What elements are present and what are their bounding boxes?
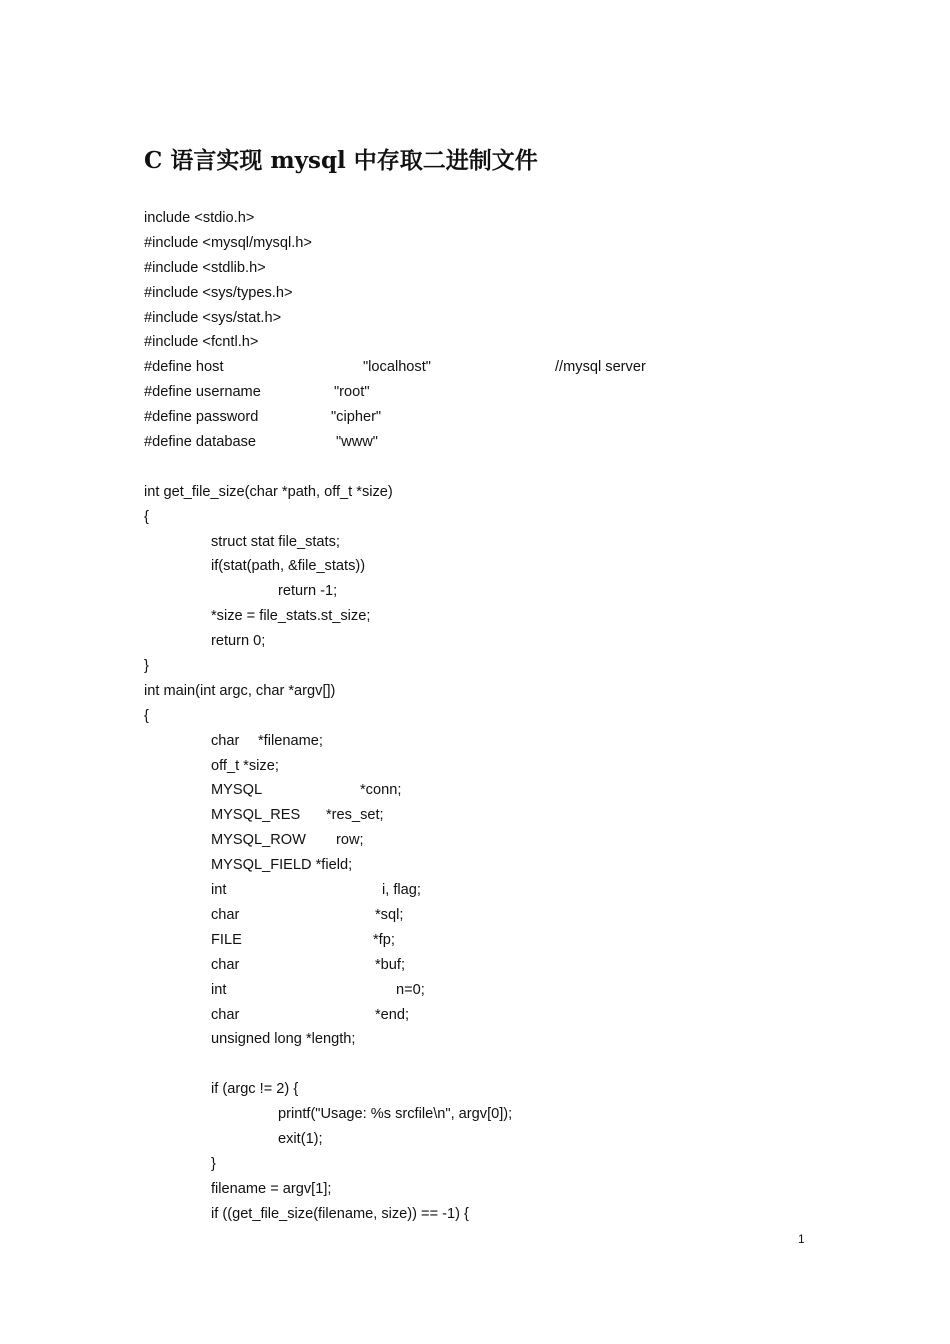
code-text: "www" bbox=[336, 434, 378, 451]
code-line bbox=[144, 1003, 904, 1028]
code-text: if(stat(path, &file_stats)) bbox=[211, 558, 366, 575]
code-text: return 0; bbox=[211, 633, 266, 650]
code-text: row; bbox=[336, 832, 364, 849]
code-line bbox=[144, 355, 904, 380]
code-text: int bbox=[211, 882, 227, 899]
code-block bbox=[144, 206, 904, 1227]
code-text: #include <stdlib.h> bbox=[144, 259, 266, 276]
code-text: i, flag; bbox=[382, 882, 421, 899]
code-text: MYSQL bbox=[211, 782, 263, 799]
code-text: *fp; bbox=[373, 931, 395, 948]
code-line bbox=[144, 579, 904, 604]
code-line bbox=[144, 306, 904, 331]
code-text: #define host bbox=[144, 359, 224, 376]
code-line bbox=[144, 380, 904, 405]
code-line bbox=[144, 654, 904, 679]
code-line bbox=[144, 530, 904, 555]
code-text: "cipher" bbox=[331, 409, 382, 426]
code-text: #define password bbox=[144, 409, 259, 426]
code-text: return -1; bbox=[278, 583, 338, 600]
code-text: "localhost" bbox=[363, 359, 431, 376]
code-text: int get_file_size(char *path, off_t *size) bbox=[144, 483, 393, 500]
code-text: MYSQL_FIELD *field; bbox=[211, 857, 353, 874]
code-text: MYSQL_RES bbox=[211, 807, 301, 824]
code-text: #include <mysql/mysql.h> bbox=[144, 234, 312, 251]
code-text: char bbox=[211, 732, 240, 749]
code-text: { bbox=[144, 707, 149, 724]
code-text: exit(1); bbox=[278, 1130, 323, 1147]
code-line bbox=[144, 554, 904, 579]
code-text: //mysql server bbox=[555, 359, 646, 376]
code-text: FILE bbox=[211, 931, 242, 948]
code-line bbox=[144, 978, 904, 1003]
code-line bbox=[144, 1152, 904, 1177]
code-line bbox=[144, 1077, 904, 1102]
code-line bbox=[144, 480, 904, 505]
code-text: int bbox=[211, 981, 227, 998]
code-text: #include <fcntl.h> bbox=[144, 334, 259, 351]
code-line bbox=[144, 1202, 904, 1227]
code-line bbox=[144, 778, 904, 803]
code-line bbox=[144, 729, 904, 754]
code-line bbox=[144, 853, 904, 878]
code-text: char bbox=[211, 906, 240, 923]
code-text: } bbox=[144, 658, 149, 675]
code-text: char bbox=[211, 1006, 240, 1023]
code-line bbox=[144, 928, 904, 953]
code-text: *res_set; bbox=[326, 807, 384, 824]
code-line bbox=[144, 629, 904, 654]
code-text: struct stat file_stats; bbox=[211, 533, 340, 550]
code-line bbox=[144, 803, 904, 828]
code-text: *conn; bbox=[360, 782, 402, 799]
code-text: #define database bbox=[144, 434, 256, 451]
code-line bbox=[144, 903, 904, 928]
code-line bbox=[144, 604, 904, 629]
code-text: "root" bbox=[334, 384, 370, 401]
code-text: { bbox=[144, 508, 149, 525]
code-text: include <stdio.h> bbox=[144, 210, 255, 226]
code-line bbox=[144, 754, 904, 779]
code-text: if ((get_file_size(filename, size)) == -1) { bbox=[211, 1205, 469, 1222]
code-text: *size = file_stats.st_size; bbox=[211, 608, 371, 625]
code-text: printf("Usage: %s srcfile\n", argv[0]); bbox=[278, 1106, 513, 1123]
code-line bbox=[144, 405, 904, 430]
code-line bbox=[144, 1127, 904, 1152]
code-line bbox=[144, 281, 904, 306]
code-line bbox=[144, 953, 904, 978]
code-text: *sql; bbox=[375, 906, 404, 923]
code-line bbox=[144, 878, 904, 903]
code-line bbox=[144, 1027, 904, 1052]
code-text: #include <sys/stat.h> bbox=[144, 309, 282, 326]
code-text: char bbox=[211, 956, 240, 973]
code-text: off_t *size; bbox=[211, 757, 279, 774]
code-text: *filename; bbox=[258, 732, 323, 749]
code-line bbox=[144, 430, 904, 455]
code-line bbox=[144, 231, 904, 256]
code-line bbox=[144, 455, 904, 480]
page-number: 1 bbox=[798, 1232, 805, 1246]
code-line bbox=[144, 1052, 904, 1077]
code-line bbox=[144, 256, 904, 281]
code-text: filename = argv[1]; bbox=[211, 1180, 332, 1197]
code-line bbox=[144, 828, 904, 853]
code-text: *buf; bbox=[375, 956, 406, 973]
code-line bbox=[144, 1177, 904, 1202]
code-line bbox=[144, 679, 904, 704]
code-line bbox=[144, 704, 904, 729]
code-text: #define username bbox=[144, 384, 261, 401]
document-title: C 语言实现 mysql 中存取二进制文件 bbox=[144, 147, 538, 174]
code-text: n=0; bbox=[396, 981, 425, 998]
code-line bbox=[144, 505, 904, 530]
code-text: int main(int argc, char *argv[]) bbox=[144, 682, 336, 699]
code-text: #include <sys/types.h> bbox=[144, 284, 293, 301]
code-text: if (argc != 2) { bbox=[211, 1081, 299, 1098]
code-line bbox=[144, 206, 904, 231]
code-text: *end; bbox=[375, 1006, 410, 1023]
code-text: unsigned long *length; bbox=[211, 1031, 356, 1048]
code-line bbox=[144, 330, 904, 355]
code-line bbox=[144, 1102, 904, 1127]
code-text: MYSQL_ROW bbox=[211, 832, 306, 849]
code-text: } bbox=[211, 1155, 216, 1172]
